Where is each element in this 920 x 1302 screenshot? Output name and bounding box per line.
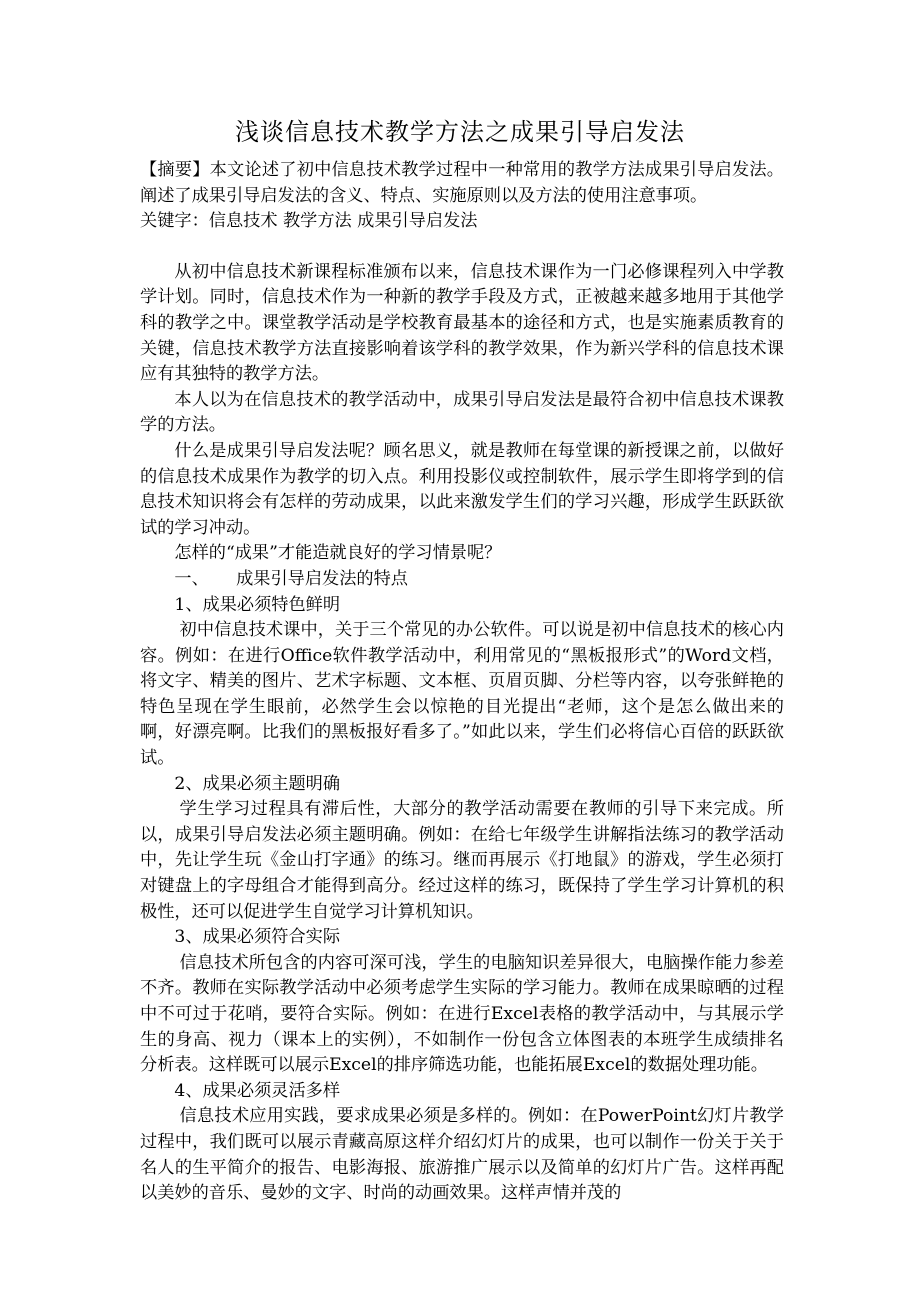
- section-heading: 一、 成果引导启发法的特点: [174, 568, 408, 589]
- subsection-heading: 1、成果必须特色鲜明: [174, 594, 341, 615]
- subsection-heading: 3、成果必须符合实际: [174, 927, 341, 948]
- subsection-text: 信息技术所包含的内容可深可浅，学生的电脑知识差异很大，电脑操作能力参差不齐。教师在实际教学活动中必须考虑学生实际的学习能力。教师在成果晾晒的过程中不可过于花哨，要符合实际。例如：在进行Excel表格的教学活动中，与其展示学生的身高、视力（课本上的实例），不如制作一份包含立体图表的本班学生成绩排名分析表。这样既可以展示Excel的排序筛选功能，也能拓展Excel的数据处理功能。: [140, 952, 784, 1076]
- abstract: 【摘要】本文论述了初中信息技术教学过程中一种常用的教学方法成果引导启发法。阐述了成果引导启发法的含义、特点、实施原则以及方法的使用注意事项。: [140, 160, 784, 206]
- subsection-text: 信息技术应用实践，要求成果必须是多样的。例如：在PowerPoint幻灯片教学过程中，我们既可以展示青藏高原这样介绍幻灯片的成果，也可以制作一份关于关于名人的生平简介的报告、电影海报、旅游推广展示以及简单的幻灯片广告。这样再配以美妙的音乐、曼妙的文字、时尚的动画效果。这样声情并茂的: [140, 1106, 784, 1204]
- blank-line: [140, 235, 784, 260]
- subsection-text: 初中信息技术课中，关于三个常见的办公软件。可以说是初中信息技术的核心内容。例如：在进行Office软件教学活动中，利用常见的“黑板报形式”的Word文档，将文字、精美的图片、艺术字标题、文本框、页眉页脚、分栏等内容，以夸张鲜艳的特色呈现在学生眼前，必然学生会以惊艳的目光提出“老师，这个是怎么做出来的啊，好漂亮啊。比我们的黑板报好看多了。”如此以来，学生们必将信心百倍的跃跃欲试。: [140, 620, 784, 769]
- document-body: [140, 158, 784, 1207]
- paragraph: 怎样的“成果”才能造就良好的学习情景呢？: [174, 543, 502, 564]
- paragraph: 本人以为在信息技术的教学活动中，成果引导启发法是最符合初中信息技术课教学的方法。: [140, 389, 784, 436]
- paragraph: 什么是成果引导启发法呢？顾名思义，就是教师在每堂课的新授课之前，以做好的信息技术成果作为教学的切入点。利用投影仪或控制软件，展示学生即将学到的信息技术知识将会有怎样的劳动成果，以此来激发学生们的学习兴趣，形成学生跃跃欲试的学习冲动。: [140, 440, 784, 538]
- paragraph: 从初中信息技术新课程标准颁布以来，信息技术课作为一门必修课程列入中学教学计划。同时，信息技术作为一种新的教学手段及方式，正被越来越多地用于其他学科的教学之中。课堂教学活动是学校教育最基本的途径和方式，也是实施素质教育的关键，信息技术教学方法直接影响着该学科的教学效果，作为新兴学科的信息技术课应有其独特的教学方法。: [140, 261, 784, 385]
- document-title: 浅谈信息技术教学方法之成果引导启发法: [235, 118, 685, 146]
- subsection-text: 学生学习过程具有滞后性，大部分的教学活动需要在教师的引导下来完成。所以，成果引导启发法必须主题明确。例如：在给七年级学生讲解指法练习的教学活动中，先让学生玩《金山打字通》的练习。继而再展示《打地鼠》的游戏，学生必须打对键盘上的字母组合才能得到高分。经过这样的练习，既保持了学生学习计算机的积极性，还可以促进学生自觉学习计算机知识。: [140, 799, 784, 922]
- keywords: 关键字：信息技术 教学方法 成果引导启发法: [140, 211, 478, 232]
- subsection-heading: 4、成果必须灵活多样: [174, 1080, 341, 1101]
- subsection-heading: 2、成果必须主题明确: [174, 773, 341, 794]
